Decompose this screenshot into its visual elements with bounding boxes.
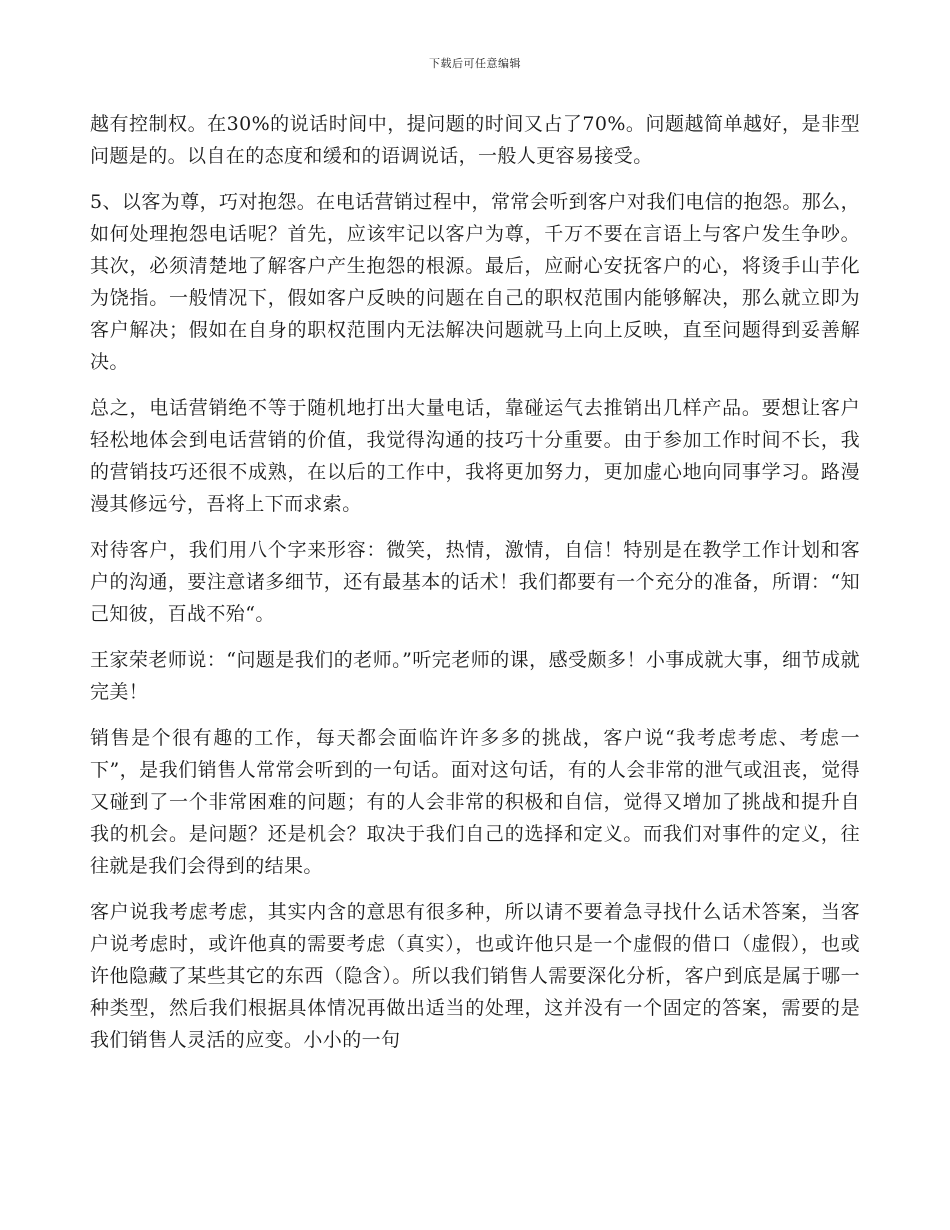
paragraph: 总之，电话营销绝不等于随机地打出大量电话，靠碰运气去推销出几样产品。要想让客户轻松地体会到电话营销的价值，我觉得沟通的技巧十分重要。由于参加工作时间不长，我的营销技巧还很不成熟，在以后的工作中，我将更加努力，更加虚心地向同事学习。路漫漫其修远兮，吾将上下而求索。 xyxy=(90,397,860,515)
paragraph: 越有控制权。在30%的说话时间中，提问题的时间又占了70%。问题越简单越好，是非型问题是的。以自在的态度和缓和的语调说话，一般人更容易接受。 xyxy=(90,113,860,167)
paragraph: 客户说我考虑考虑，其实内含的意思有很多种，所以请不要着急寻找什么话术答案，当客户说考虑时，或许他真的需要考虑（真实），也或许他只是一个虚假的借口（虚假），也或许他隐藏了某些其它的东西（隐含）。所以我们销售人需要深化分析，客户到底是属于哪一种类型，然后我们根据具体情况再做出适当的处理，这并没有一个固定的答案，需要的是我们销售人灵活的应变。小小的一句 xyxy=(90,901,860,1051)
document-body xyxy=(90,108,860,1070)
paragraph: 销售是个很有趣的工作，每天都会面临许许多多的挑战，客户说“我考虑考虑、考虑一下”，是我们销售人常常会听到的一句话。面对这句话，有的人会非常的泄气或沮丧，觉得又碰到了一个非常困难的问题；有的人会非常的积极和自信，觉得又增加了挑战和提升自我的机会。是问题？还是机会？取决于我们自己的选择和定义。而我们对事件的定义，往往就是我们会得到的结果。 xyxy=(90,727,860,877)
paragraph: 5、以客为尊，巧对抱怨。在电话营销过程中，常常会听到客户对我们电信的抱怨。那么，如何处理抱怨电话呢？首先，应该牢记以客户为尊，千万不要在言语上与客户发生争吵。其次，必须清楚地了解客户产生抱怨的根源。最后，应耐心安抚客户的心，将烫手山芋化为饶指。一般情况下，假如客户反映的问题在自己的职权范围内能够解决，那么就立即为客户解决；假如在自身的职权范围内无法解决问题就马上向上反映，直至问题得到妥善解决。 xyxy=(90,191,860,373)
paragraph: 王家荣老师说：“问题是我们的老师。”听完老师的课，感受颇多！小事成就大事，细节成就完美！ xyxy=(90,649,860,703)
paragraph: 对待客户，我们用八个字来形容：微笑，热情，激情，自信！特别是在教学工作计划和客户的沟通，要注意诸多细节，还有最基本的话术！我们都要有一个充分的准备，所谓：“知己知彼，百战不殆“。 xyxy=(90,539,860,625)
page-header: 下载后可任意编辑 xyxy=(429,57,521,70)
